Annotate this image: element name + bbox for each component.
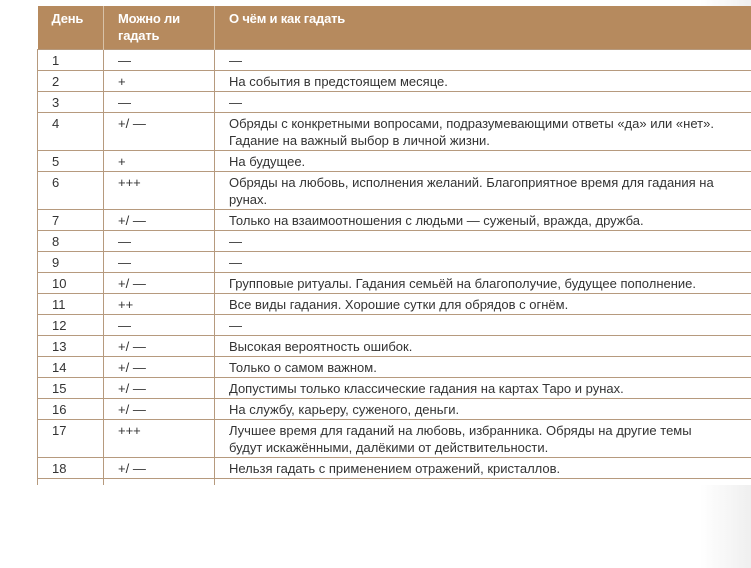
cell-day: 12 [38,315,104,336]
table-row [38,92,751,113]
cell-description: — [215,92,751,113]
cell-day: 13 [38,336,104,357]
cell-description: Все виды гадания. Хорошие сутки для обрядов с огнём. [215,294,751,315]
cell-day: 4 [38,113,104,151]
cell-day: 11 [38,294,104,315]
cell-description: — [215,252,751,273]
cell-description: На события в предстоящем месяце. [215,71,751,92]
table-row [38,294,751,315]
table-row [38,378,751,399]
divination-table [37,6,751,485]
cell-day: 8 [38,231,104,252]
table-row [38,315,751,336]
table-row [38,336,751,357]
cell-description: Только о самом важном. [215,357,751,378]
cell-allowed: — [104,92,215,113]
cell-day: 9 [38,252,104,273]
table-row [38,231,751,252]
cell-description: — [215,315,751,336]
cell-allowed: — [104,315,215,336]
cell-description: Обряды с конкретными вопросами, подразумевающими ответы «да» или «нет». Гадание на важный выбор в личной жизни. [215,113,751,151]
cell-day: 5 [38,151,104,172]
cell-day: 16 [38,399,104,420]
cell-description: На службу, карьеру, суженого, деньги. [215,399,751,420]
cell-day: 18 [38,458,104,479]
cell-day: 17 [38,420,104,458]
cell-allowed: +/ — [104,273,215,294]
cell-day: 10 [38,273,104,294]
table-row-cut-off [38,479,751,486]
cell-allowed: +/ — [104,336,215,357]
cell-description: Допустимы только классические гадания на картах Таро и рунах. [215,378,751,399]
table-row [38,458,751,479]
cell-allowed: +++ [104,172,215,210]
cell-description: Групповые ритуалы. Гадания семьёй на благополучие, будущее пополнение. [215,273,751,294]
cell-allowed: +/ — [104,357,215,378]
cell-day: 2 [38,71,104,92]
cell-day: 1 [38,50,104,71]
cell-allowed: +/ — [104,113,215,151]
header-day: День [38,6,104,50]
cell-description: Высокая вероятность ошибок. [215,336,751,357]
table-row [38,113,751,151]
table-row [38,399,751,420]
cell-allowed: ++ [104,294,215,315]
cell-day: 3 [38,92,104,113]
cell-allowed: — [104,50,215,71]
cell-allowed: +/ — [104,458,215,479]
table-row [38,151,751,172]
table-row [38,172,751,210]
table-row [38,252,751,273]
cell-description: Обряды на любовь, исполнения желаний. Благоприятное время для гадания на рунах. [215,172,751,210]
cell-allowed: +/ — [104,210,215,231]
cell-allowed: + [104,71,215,92]
header-allowed: Можно ли гадать [104,6,215,50]
cell-allowed: +/ — [104,399,215,420]
cell-day: 14 [38,357,104,378]
table-row [38,71,751,92]
cell-description: Только на взаимоотношения с людьми — суженый, вражда, дружба. [215,210,751,231]
cell-description: Лучшее время для гаданий на любовь, избранника. Обряды на другие темы будут искажёнными, далёкими от действительности. [215,420,751,458]
cell-day: 15 [38,378,104,399]
cell-description: Нельзя гадать с применением отражений, кристаллов. [215,458,751,479]
cell-allowed: — [104,252,215,273]
table-row [38,357,751,378]
table-row [38,210,751,231]
cell-allowed: + [104,151,215,172]
cell-day: 6 [38,172,104,210]
table-row [38,420,751,458]
cell-description: На будущее. [215,151,751,172]
cell-description: — [215,231,751,252]
cell-day: 7 [38,210,104,231]
cell-description: — [215,50,751,71]
cell-allowed: +++ [104,420,215,458]
table-row [38,273,751,294]
table-header-row [38,6,751,50]
table-row [38,50,751,71]
cell-allowed: — [104,231,215,252]
cell-allowed: +/ — [104,378,215,399]
header-description: О чём и как гадать [215,6,751,50]
